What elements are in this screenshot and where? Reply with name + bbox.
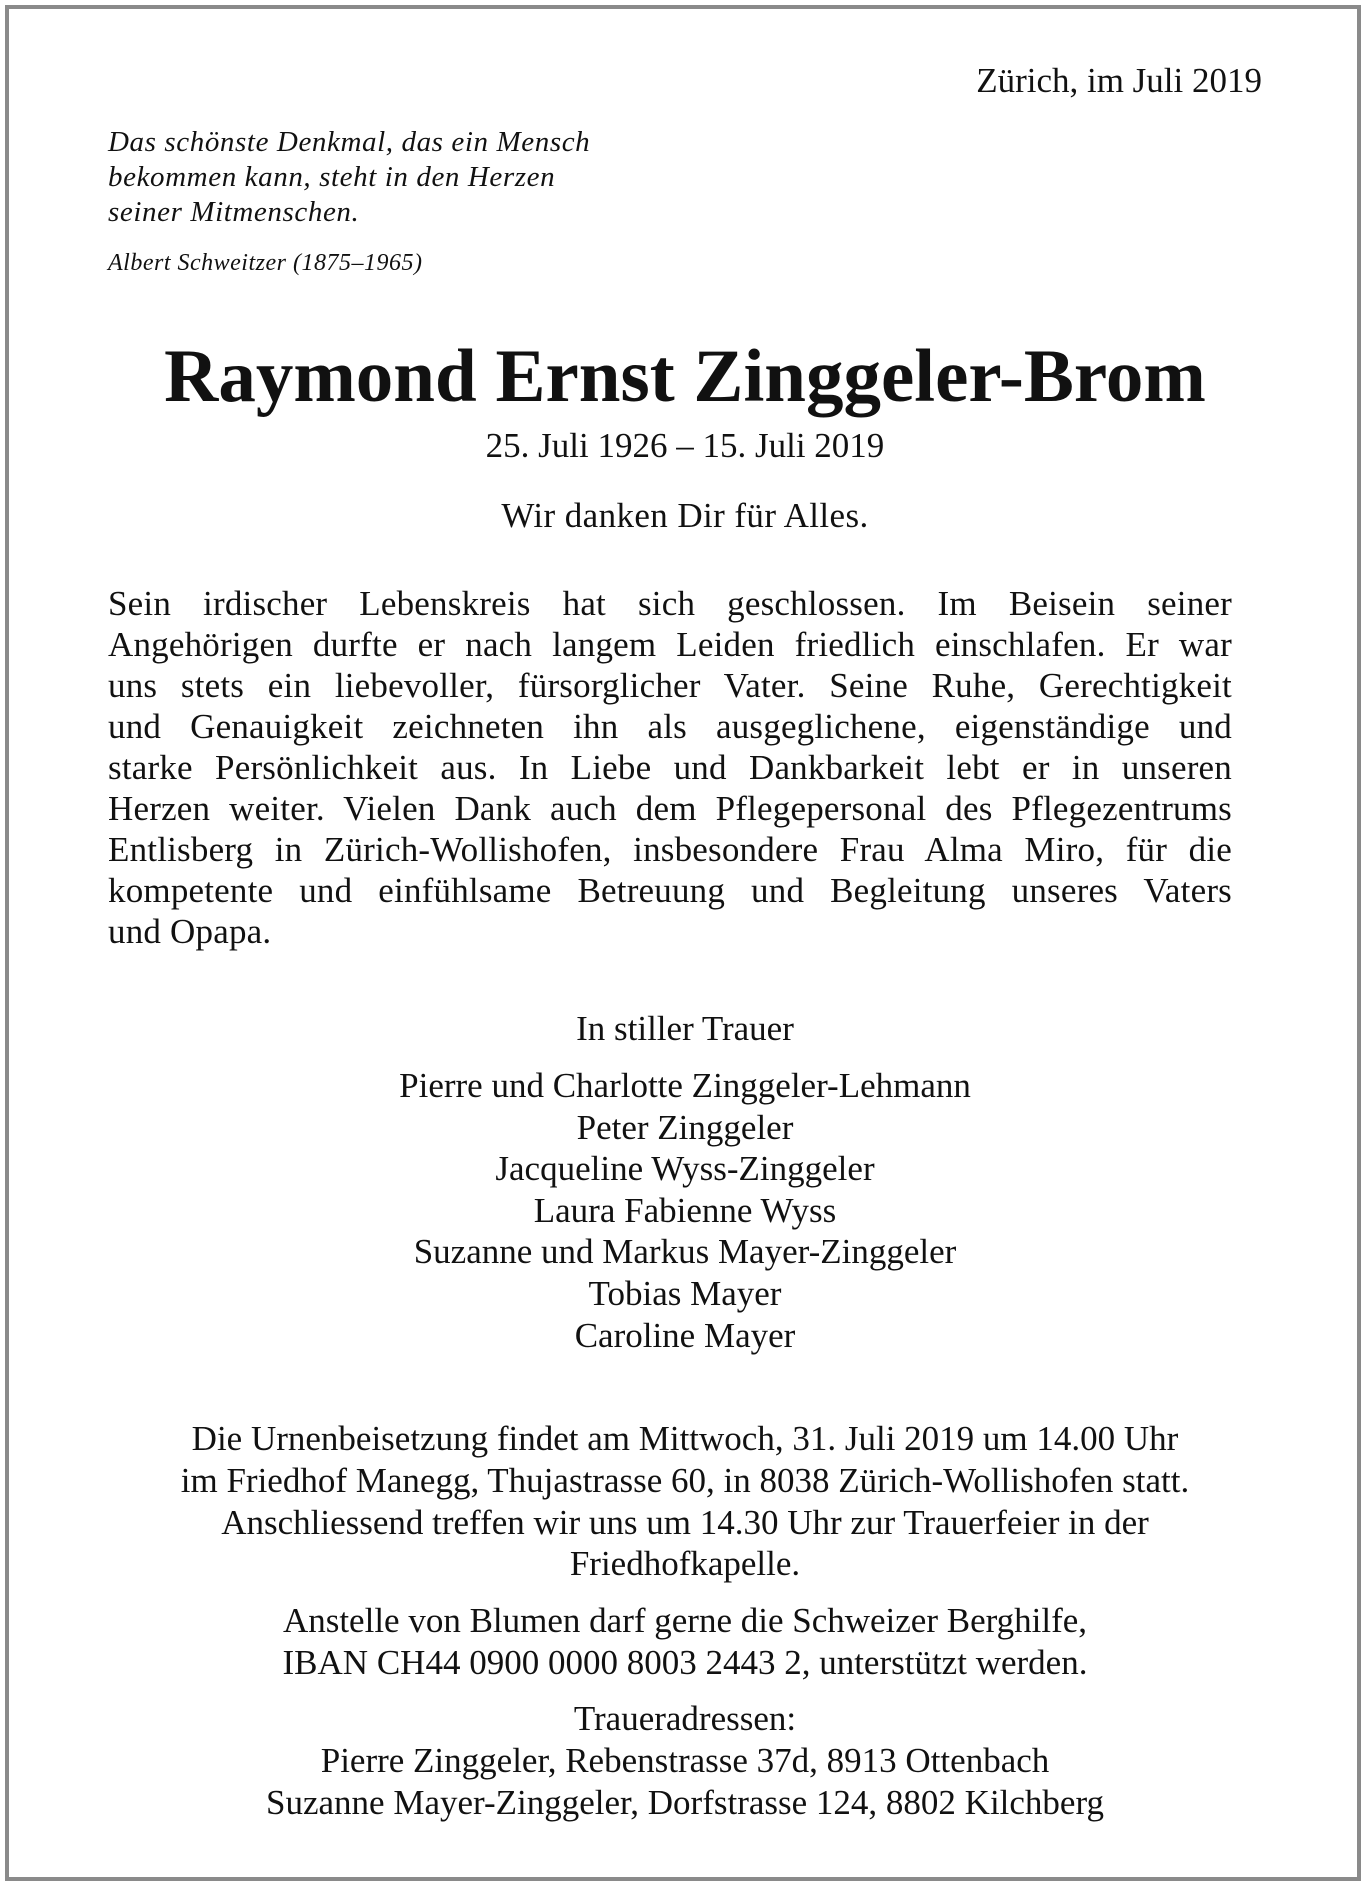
ceremony-line: im Friedhof Manegg, Thujastrasse 60, in 8038 Zürich-Wollishofen statt. bbox=[180, 1460, 1190, 1500]
mourning-addresses bbox=[0, 1698, 1370, 1823]
text-line: Entlisberg in Zürich-Wollishofen, insbesondere Frau Alma Miro, für die bbox=[108, 830, 1232, 869]
text-line: und Opapa. bbox=[108, 912, 272, 951]
text-line: uns stets ein liebevoller, fürsorglicher Vater. Seine Ruhe, Gerechtigkeit bbox=[108, 666, 1232, 705]
place-date: Zürich, im Juli 2019 bbox=[976, 61, 1262, 100]
ceremony-line: Die Urnenbeisetzung findet am Mittwoch, 31. Juli 2019 um 14.00 Uhr bbox=[191, 1419, 1179, 1458]
addresses-title: Traueradressen: bbox=[573, 1699, 797, 1738]
mourner-name: Peter Zinggeler bbox=[576, 1107, 794, 1147]
address-line: Suzanne Mayer-Zinggeler, Dorfstrasse 124, 8802 Kilchberg bbox=[266, 1782, 1104, 1822]
mourner-name: Laura Fabienne Wyss bbox=[533, 1190, 837, 1230]
text-line: Angehörigen durfte er nach langem Leiden friedlich einschlafen. Er war bbox=[108, 625, 1232, 664]
mourner-name: Tobias Mayer bbox=[588, 1273, 782, 1313]
lifespan: 25. Juli 1926 – 15. Juli 2019 bbox=[485, 426, 885, 465]
quote-author: Albert Schweitzer (1875–1965) bbox=[108, 250, 423, 276]
quote bbox=[108, 125, 590, 230]
mourner-name: Jacqueline Wyss-Zinggeler bbox=[495, 1149, 875, 1189]
ceremony-line: Friedhofkapelle. bbox=[569, 1544, 801, 1584]
mourner-name: Suzanne und Markus Mayer-Zinggeler bbox=[413, 1232, 957, 1272]
ceremony-info bbox=[0, 1418, 1370, 1585]
text-line: und Genauigkeit zeichneten ihn als ausgeglichene, eigenständige und bbox=[108, 707, 1232, 746]
mourners-list bbox=[0, 1065, 1370, 1356]
mourner-name: Caroline Mayer bbox=[574, 1315, 796, 1355]
address-line: Pierre Zinggeler, Rebenstrasse 37d, 8913 Ottenbach bbox=[320, 1740, 1050, 1780]
donation-line: Anstelle von Blumen darf gerne die Schweizer Berghilfe, bbox=[282, 1601, 1088, 1640]
mourner-name: Pierre und Charlotte Zinggeler-Lehmann bbox=[399, 1066, 971, 1105]
obituary-text bbox=[108, 583, 1232, 952]
thanks-line: Wir danken Dir für Alles. bbox=[501, 496, 869, 535]
deceased-name: Raymond Ernst Zinggeler-Brom bbox=[164, 335, 1206, 418]
ceremony-line: Anschliessend treffen wir uns um 14.30 Uhr zur Trauerfeier in der bbox=[221, 1502, 1149, 1542]
quote-line: seiner Mitmenschen. bbox=[108, 196, 360, 228]
text-line: Herzen weiter. Vielen Dank auch dem Pflegepersonal des Pflegezentrums bbox=[108, 789, 1232, 828]
mourning-title: In stiller Trauer bbox=[576, 1009, 794, 1048]
text-line: Sein irdischer Lebenskreis hat sich geschlossen. Im Beisein seiner bbox=[108, 584, 1232, 623]
text-line: kompetente und einfühlsame Betreuung und Begleitung unseres Vaters bbox=[108, 871, 1232, 910]
donation-line: IBAN CH44 0900 0000 8003 2443 2, unterstützt werden. bbox=[282, 1642, 1088, 1682]
donation-info bbox=[0, 1600, 1370, 1684]
quote-line: Das schönste Denkmal, das ein Mensch bbox=[108, 126, 591, 158]
text-line: starke Persönlichkeit aus. In Liebe und Dankbarkeit lebt er in unseren bbox=[108, 748, 1232, 787]
quote-line: bekommen kann, steht in den Herzen bbox=[108, 161, 556, 193]
